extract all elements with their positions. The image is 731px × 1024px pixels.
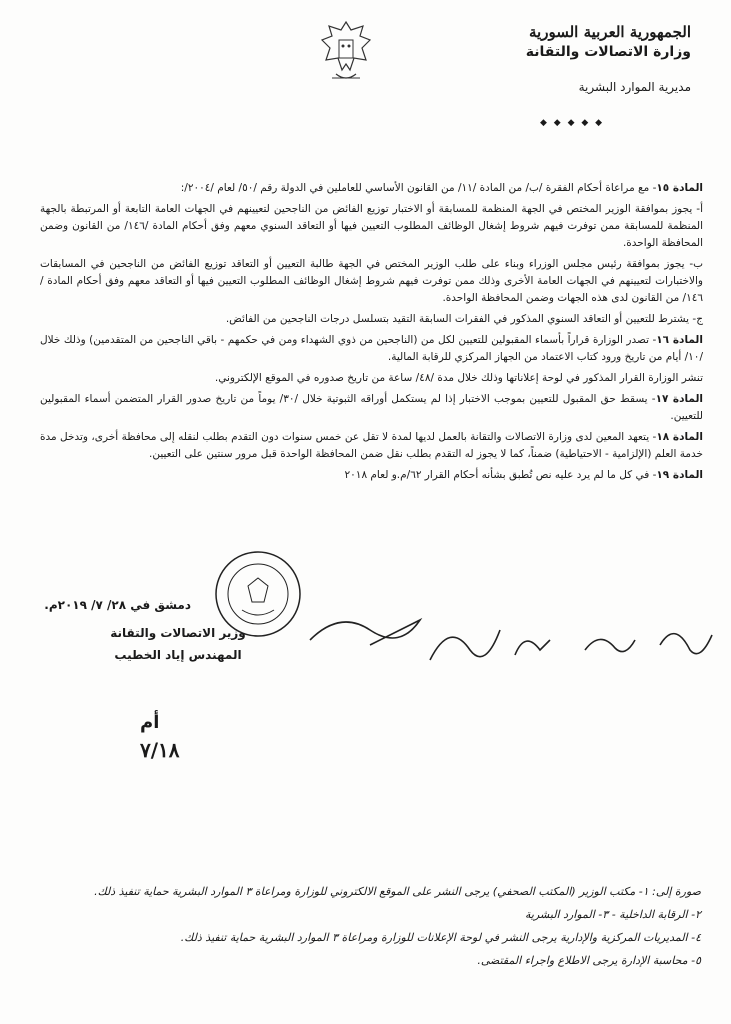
article-paragraph — [40, 429, 703, 463]
committee-signatures — [300, 600, 720, 680]
article-label: المادة ١٧ — [655, 393, 703, 405]
article-label: المادة ١٩ — [656, 469, 703, 481]
marginal-number: ٧/١٨ — [140, 738, 180, 762]
article-text: أ- يجوز بموافقة الوزير المختص في الجهة المنظمة للمسابقة أو الاختبار توزيع الفائض من الناجحين لتعيينهم في الجهات العامة التابعة أو المرتبطة بالجهة المنظمة للمسابقة ممن توفرت فيهم شروط إشغال الوظائف المطلوب التعيين فيها أو التعاقد السنوي معهم وفق أحكام المادة /١٤٦/ من القانون وضمن المحافظة الواحدة. — [40, 203, 704, 249]
article-text: - يتعهد المعين لدى وزارة الاتصالات والتقانة بالعمل لديها لمدة لا تقل عن خمس سنوات دون التقدم بطلب لنقله إلى محافظة أخرى، وتدخل مدة خدمة العلم (الإلزامية - الاحتياطية) ضمناً، كما لا يجوز له التقدم بطلب نقل ضمن المحافظة الواحدة قبل مرور سنتين على التعيين. — [40, 431, 703, 460]
article-text: - مع مراعاة أحكام الفقرة /ب/ من المادة /١١/ من القانون الأساسي للعاملين في الدولة رقم /٥٠/ لعام /٢٠٠٤/: — [180, 182, 657, 194]
article-text: - يسقط حق المقبول للتعيين بموجب الاختبار إذا لم يستكمل أوراقه الثبوتية خلال /٣٠/ يوماً من تاريخ صدور القرار المتضمن أسماء المقبولين للتعيين. — [40, 393, 703, 422]
syrian-eagle-emblem — [318, 18, 374, 88]
article-text: ج- يشترط للتعيين أو التعاقد السنوي المذكور في الفقرات السابقة التقيد بتسلسل درجات الناجحين من الفائض. — [225, 313, 703, 325]
article-label: المادة ١٦ — [656, 334, 703, 346]
article-paragraph — [40, 256, 703, 307]
article-label: المادة ١٥ — [656, 182, 703, 194]
article-paragraph — [40, 201, 703, 252]
letterhead — [461, 22, 691, 94]
minister-name: المهندس إياد الخطيب — [114, 648, 242, 662]
directorate-name: مديرية الموارد البشرية — [578, 80, 691, 94]
minister-title: وزير الاتصالات والتقانة — [110, 626, 246, 640]
article-paragraph — [40, 311, 703, 328]
decision-date: دمشق في ٢٨/ ٧/ ٢٠١٩م. — [44, 598, 191, 612]
ministry-name: وزارة الاتصالات والتقانة — [525, 44, 691, 60]
distribution-line: ٢- الرقابة الداخلية - ٣- الموارد البشرية — [525, 908, 701, 921]
article-text: ب- يجوز بموافقة رئيس مجلس الوزراء وبناء على طلب الوزير المختص في الجهة طالبة التعيين أو التعاقد توزيع الفائض من الناجحين في المسابقات والاختبارات لتعيينهم في الجهات العامة الأخرى وذلك ممن توفرت فيهم شروط إشغال الوظائف المطلوب التعيين فيها أو التعاقد معهم وفق أحكام المادة /١٤٦/ من القانون لدى هذه الجهات وضمن المحافظة الواحدة. — [40, 258, 703, 304]
initials: أم — [140, 712, 160, 733]
country-name: الجمهورية العربية السورية — [529, 23, 691, 41]
article-text: - في كل ما لم يرد عليه نص تُطبق بشأنه أحكام القرار ٦٢/م.و لعام ٢٠١٨ — [344, 469, 657, 481]
article-paragraph — [40, 391, 703, 425]
distribution-list — [41, 880, 701, 972]
article-label: المادة ١٨ — [656, 431, 703, 443]
article-text: - تصدر الوزارة قراراً بأسماء المقبولين للتعيين لكل من (الناجحين من ذوي الشهداء ومن في حكمهم - باقي الناجحين من المتقدمين) وذلك خلال /١٠/ أيام من تاريخ ورود كتاب الاعتماد من الجهاز المركزي للرقابة المالية. — [40, 334, 703, 363]
distribution-line: ٥- محاسبة الإدارة يرجى الاطلاع واجراء المقتضى. — [477, 954, 701, 967]
distribution-line: ٤- المديريات المركزية والإدارية يرجى النشر في لوحة الإعلانات للوزارة ومراعاة ٣ الموارد البشرية حماية تنفيذ ذلك. — [180, 931, 701, 944]
article-paragraph — [40, 467, 703, 484]
ornament-divider: ◆ ◆ ◆ ◆ ◆ — [540, 118, 605, 128]
decision-body — [40, 180, 703, 488]
article-paragraph — [40, 370, 703, 387]
article-paragraph — [40, 180, 703, 197]
article-text: تنشر الوزارة القرار المذكور في لوحة إعلاناتها وذلك خلال مدة /٤٨/ ساعة من تاريخ صدوره في الموقع الإلكتروني. — [214, 372, 703, 384]
minister-signature-block — [98, 622, 258, 666]
article-paragraph — [40, 332, 703, 366]
distribution-line: صورة إلى: ١- مكتب الوزير (المكتب الصحفي) يرجى النشر على الموقع الالكتروني للوزارة ومراعاة ٣ الموارد البشرية حماية تنفيذ ذلك. — [94, 885, 701, 898]
